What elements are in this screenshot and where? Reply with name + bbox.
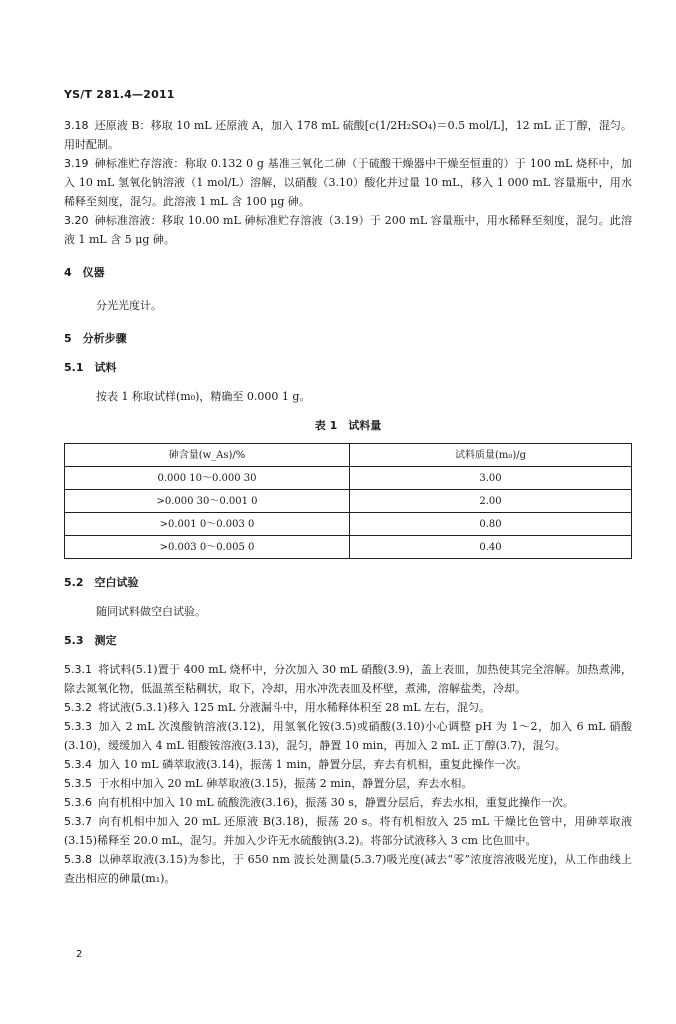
clause-number: 3.19	[64, 157, 89, 170]
clause-3-19	[64, 154, 632, 211]
table-cell: >0.001 0～0.003 0	[65, 513, 350, 536]
clause-text: 将试料(5.1)置于 400 mL 烧杯中，分次加入 30 mL 硝酸(3.9)，盖上表皿，加热使其完全溶解。加热煮沸，除去氮氧化物，低温蒸至粘稠状，取下，冷却，用水冲洗表皿及杯壁，煮沸，溶解盐类，冷却。	[64, 663, 632, 695]
clause-text: 向有机相中加入 10 mL 硫酸洗液(3.16)，振荡 30 s，静置分层后，弃去水相，重复此操作一次。	[98, 796, 574, 809]
table-cell: 0.40	[350, 536, 632, 559]
table-cell: >0.003 0～0.005 0	[65, 536, 350, 559]
table-row	[65, 467, 632, 490]
table-cell: 0.000 10～0.000 30	[65, 467, 350, 490]
section-5-heading: 5 分析步骤	[64, 332, 127, 345]
clause-3-20	[64, 211, 632, 249]
clause-5-3-2	[64, 698, 632, 717]
clause-text: 将试液(5.3.1)移入 125 mL 分液漏斗中，用水稀释体积至 28 mL 左右，混匀。	[98, 701, 491, 714]
clause-number: 5.3.1	[64, 663, 92, 676]
clause-5-3-6	[64, 793, 632, 812]
clause-number: 5.3.6	[64, 796, 92, 809]
table-row	[65, 513, 632, 536]
clause-text: 砷标准贮存溶液：称取 0.132 0 g 基准三氧化二砷（于硫酸干燥器中干燥至恒重的）于 100 mL 烧杯中，加入 10 mL 氢氧化钠溶液（1 mol/L）溶解，以硝酸（3.10）酸化并过量 10 mL，移入 1 000 mL 容量瓶中，用水稀释至刻度，混匀。此溶液 1 mL 含 100 μg 砷。	[64, 157, 632, 208]
section-5-3-heading: 5.3 测定	[64, 634, 117, 647]
document-body	[64, 116, 632, 888]
clause-number: 5.3.5	[64, 777, 92, 790]
table-row	[65, 490, 632, 513]
sample-mass-table	[64, 443, 632, 559]
section-5-2-heading: 5.2 空白试验	[64, 576, 139, 589]
clause-text: 以砷萃取液(3.15)为参比，于 650 nm 波长处测量(5.3.7)吸光度(减去“零”浓度溶液吸光度)，从工作曲线上查出相应的砷量(m₁)。	[64, 853, 632, 885]
clause-text: 加入 10 mL 磷萃取液(3.14)，振荡 1 min，静置分层，弃去有机相，重复此操作一次。	[98, 758, 528, 771]
clause-number: 5.3.3	[64, 720, 92, 733]
column-header-arsenic-content: 砷含量(w_As)/%	[65, 444, 350, 467]
clause-number: 5.3.8	[64, 853, 92, 866]
column-header-sample-mass: 试料质量(m₀)/g	[350, 444, 632, 467]
clause-text: 于水相中加入 20 mL 砷萃取液(3.15)，振荡 2 min，静置分层，弃去水相。	[98, 777, 473, 790]
clause-5-3-3	[64, 717, 632, 755]
clause-number: 3.18	[64, 119, 89, 132]
clause-5-3-1	[64, 660, 632, 698]
clause-text: 砷标准溶液：移取 10.00 mL 砷标准贮存溶液（3.19）于 200 mL 容量瓶中，用水稀释至刻度，混匀。此溶液 1 mL 含 5 μg 砷。	[64, 214, 632, 246]
standard-code: YS/T 281.4—2011	[64, 88, 175, 101]
section-5-2-text: 随同试料做空白试验。	[96, 605, 206, 618]
section-4-heading: 4 仪器	[64, 266, 105, 279]
table-title: 表 1 试料量	[314, 419, 382, 432]
clause-5-3-4	[64, 755, 632, 774]
clause-text: 加入 2 mL 次溴酸钠溶液(3.12)，用氢氧化铵(3.5)或硝酸(3.10)小心调整 pH 为 1～2，加入 6 mL 硝酸(3.10)，缓缓加入 4 mL 钼酸铵溶液(3.13)，混匀，静置 10 min，再加入 2 mL 正丁醇(3.7)，混匀。	[64, 720, 632, 752]
section-5-1-heading: 5.1 试料	[64, 361, 117, 374]
table-cell: 0.80	[350, 513, 632, 536]
clause-5-3-8	[64, 850, 632, 888]
clause-number: 5.3.2	[64, 701, 92, 714]
clause-text: 还原液 B：移取 10 mL 还原液 A，加入 178 mL 硫酸[c(1/2H₂SO₄)＝0.5 mol/L]，12 mL 正丁醇，混匀。用时配制。	[64, 119, 632, 151]
table-header-row	[65, 444, 632, 467]
table-row	[65, 536, 632, 559]
section-5-1-text: 按表 1 称取试样(m₀)，精确至 0.000 1 g。	[96, 390, 311, 403]
table-cell: >0.000 30～0.001 0	[65, 490, 350, 513]
clause-5-3-5	[64, 774, 632, 793]
clause-number: 3.20	[64, 214, 89, 227]
table-cell: 3.00	[350, 467, 632, 490]
clause-text: 向有机相中加入 20 mL 还原液 B(3.18)，振荡 20 s。将有机相放入 25 mL 干燥比色管中，用砷萃取液(3.15)稀释至 20.0 mL，混匀。并加入少许无水硫酸钠(3.2)。将部分试液移入 3 cm 比色皿中。	[64, 815, 632, 847]
table-cell: 2.00	[350, 490, 632, 513]
clause-5-3-7	[64, 812, 632, 850]
clause-number: 5.3.7	[64, 815, 92, 828]
clause-number: 5.3.4	[64, 758, 92, 771]
section-4-text: 分光光度计。	[96, 299, 162, 312]
page-number: 2	[76, 949, 83, 960]
clause-3-18	[64, 116, 632, 154]
